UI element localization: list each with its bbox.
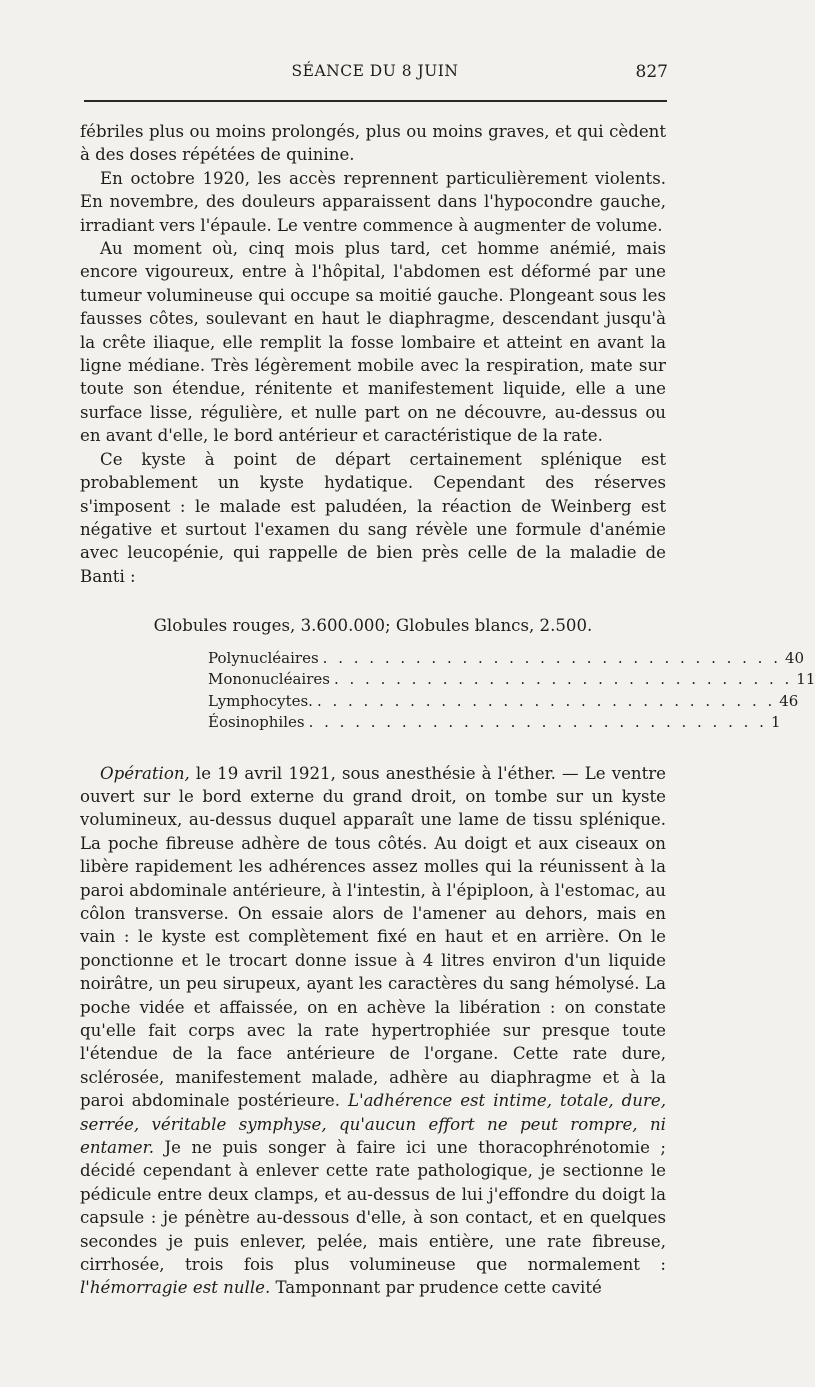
formula-row bbox=[208, 648, 805, 670]
hemorrhage-italic: l'hémorragie est nulle. bbox=[80, 1278, 271, 1298]
leader-dots: . . . . . . . . . . . . . . . . . . . . . . . . . . . . . . bbox=[308, 713, 767, 732]
formula-label: Éosinophiles bbox=[208, 713, 305, 732]
paragraph-examination: Au moment où, cinq mois plus tard, cet homme anémié, mais encore vigoureux, entre à l'hôpital, l'abdomen est déformé par une tumeur volumineuse qui occupe sa moitié gauche. Plongeant sous les fausses côtes, soulevant en haut le diaphragme, descendant jusqu'à la crête iliaque, elle remplit la fosse lombaire et atteint en avant la ligne médiane. Très légèrement mobile avec la respiration, mate sur toute son étendue, rénitente et manifestement liquide, elle a une surface lisse, régulière, et nulle part on ne découvre, au-dessus ou en avant d'elle, le bord antérieur et caractéristique de la rate. bbox=[80, 239, 666, 446]
leader-dots: . . . . . . . . . . . . . . . . . . . . . . . . . . . . . . bbox=[333, 670, 793, 689]
leader-dots: . . . . . . . . . . . . . . . . . . . . . . . . . . . . . . bbox=[322, 648, 781, 667]
blood-count: Globules rouges, 3.600.000; Globules blancs, 2.500. bbox=[153, 616, 593, 636]
paragraph-recurrence: En octobre 1920, les accès reprennent particulièrement violents. En novembre, des douleurs apparaissent dans l'hypocondre gauche, irradiant vers l'épaule. Le ventre commence à augmenter de volume. bbox=[80, 168, 666, 235]
formula-row bbox=[208, 712, 781, 734]
operation-text-e: Tamponnant par prudence cette cavité bbox=[270, 1278, 602, 1298]
leader-dots: . . . . . . . . . . . . . . . . . . . . . . . . . . . . . . bbox=[316, 691, 776, 710]
running-title: SÉANCE DU 8 JUIN bbox=[291, 62, 459, 80]
page-header bbox=[82, 62, 668, 82]
leukocyte-formula bbox=[208, 648, 815, 734]
formula-value: 46 bbox=[779, 691, 799, 710]
operation-text-a: le 19 avril 1921, sous anesthésie à l'éther. — Le ventre ouvert sur le bord externe du grand droit, on tombe sur un kyste volumineux, au-dessus duquel apparaît une lame de tissu splénique. La poche fibreuse adhère de tous côtés. Au doigt et aux ciseaux on libère rapidement les adhérences assez molles qui la réunissent à la paroi abdominale antérieure, à l'intestin, à l'épiploon, à l'estomac, au côlon transverse. On essaie alors de l'amener au dehors, mais en vain : le kyste est complètement fixé en haut et en arrière. On le ponctionne et le trocart donne issue à 4 litres environ d'un liquide noirâtre, un peu sirupeux, ayant les caractères du sang hémolysé. La poche vidée et affaissée, on en achève la libération : on constate qu'elle fait corps avec la rate hypertrophiée sur presque toute l'étendue de la face antérieure de l'organe. Cette rate dure, sclérosée, manifestement malade, adhère au diaphragme et à la paroi abdominale postérieure. bbox=[80, 763, 666, 1111]
formula-label: Mononucléaires bbox=[208, 670, 330, 689]
paragraph-continuation: fébriles plus ou moins prolongés, plus ou moins graves, et qui cèdent à des doses répétées de quinine. bbox=[80, 122, 666, 165]
operation-lead: Opération, bbox=[100, 763, 190, 783]
page-number: 827 bbox=[635, 62, 668, 82]
body-text bbox=[80, 120, 815, 1300]
formula-label: Lymphocytes. bbox=[208, 691, 313, 710]
formula-label: Polynucléaires bbox=[208, 648, 319, 667]
adherence-italic: L'adhérence est intime, totale, dure, serrée, véritable symphyse, qu'aucun effort ne peut rompre, ni entamer. bbox=[80, 1091, 666, 1158]
formula-row bbox=[208, 691, 799, 713]
header-rule bbox=[84, 100, 667, 102]
formula-value: 40 bbox=[785, 648, 805, 667]
paragraph-operation bbox=[80, 762, 666, 1300]
formula-row bbox=[208, 669, 815, 691]
operation-text-c: Je ne puis songer à faire ici une thoracophrénotomie ; décidé cependant à enlever cette rate pathologique, je sectionne le pédicule entre deux clamps, et au-dessus de lui j'effondre du doigt la capsule : je pénètre au-dessous d'elle, à son contact, et en quelques secondes je puis enlever, pelée, mais entière, une rate fibreuse, cirrhosée, trois fois plus volumineuse que normalement : bbox=[80, 1138, 666, 1275]
paragraph-diagnosis: Ce kyste à point de départ certainement splénique est probablement un kyste hydatique. Cependant des réserves s'imposent : le malade est paludéen, la réaction de Weinberg est négative et surtout l'examen du sang révèle une formule d'anémie avec leucopénie, qui rappelle de bien près celle de la maladie de Banti : bbox=[80, 449, 666, 586]
formula-value: 11 bbox=[796, 670, 815, 689]
formula-value: 1 bbox=[770, 713, 781, 732]
